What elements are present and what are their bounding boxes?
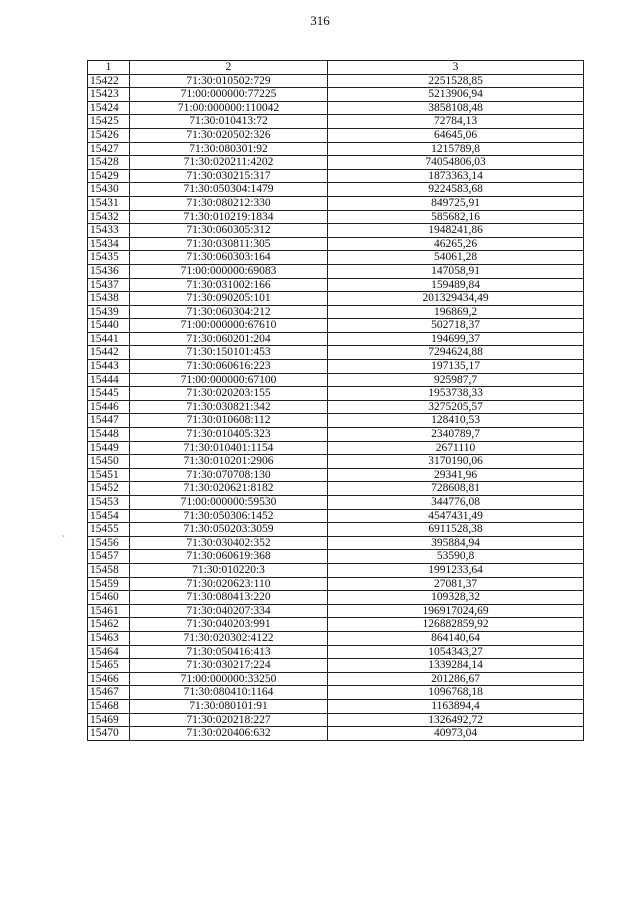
table-row: [88, 251, 584, 265]
cadastral-number-cell: 71:00:000000:77225: [130, 88, 328, 102]
table-row: [88, 183, 584, 197]
cadastral-number-cell: 71:30:060304:212: [130, 305, 328, 319]
value-cell: 1326492,72: [328, 713, 584, 727]
cadastral-number-cell: 71:30:090205:101: [130, 292, 328, 306]
table-row: [88, 686, 584, 700]
value-cell: 201329434,49: [328, 292, 584, 306]
cadastral-number-cell: 71:30:060201:204: [130, 332, 328, 346]
value-cell: 395884,94: [328, 536, 584, 550]
value-cell: 74054806,03: [328, 156, 584, 170]
value-cell: 585682,16: [328, 210, 584, 224]
value-cell: 1054343,27: [328, 645, 584, 659]
scan-mark: `: [62, 534, 65, 544]
cadastral-number-cell: 71:30:030821:342: [130, 400, 328, 414]
column-header-2: 2: [130, 61, 328, 75]
table-row: [88, 156, 584, 170]
value-cell: 201286,67: [328, 672, 584, 686]
row-number-cell: 15428: [88, 156, 130, 170]
cadastral-number-cell: 71:30:050304:1479: [130, 183, 328, 197]
cadastral-number-cell: 71:30:020623:110: [130, 577, 328, 591]
value-cell: 1339284,14: [328, 659, 584, 673]
cadastral-number-cell: 71:30:010220:3: [130, 563, 328, 577]
value-cell: 7294624,88: [328, 346, 584, 360]
cadastral-number-cell: 71:30:030215:317: [130, 169, 328, 183]
value-cell: 864140,64: [328, 631, 584, 645]
value-cell: 3275205,57: [328, 400, 584, 414]
cadastral-number-cell: 71:30:020211:4202: [130, 156, 328, 170]
cadastral-number-cell: 71:30:031002:166: [130, 278, 328, 292]
column-header-3: 3: [328, 61, 584, 75]
value-cell: 1953738,33: [328, 387, 584, 401]
row-number-cell: 15469: [88, 713, 130, 727]
row-number-cell: 15443: [88, 360, 130, 374]
value-cell: 3858108,48: [328, 101, 584, 115]
row-number-cell: 15453: [88, 496, 130, 510]
row-number-cell: 15437: [88, 278, 130, 292]
table-row: [88, 563, 584, 577]
table-row: [88, 264, 584, 278]
row-number-cell: 15463: [88, 631, 130, 645]
row-number-cell: 15456: [88, 536, 130, 550]
table-row: [88, 659, 584, 673]
value-cell: 126882859,92: [328, 618, 584, 632]
row-number-cell: 15442: [88, 346, 130, 360]
cadastral-number-cell: 71:30:020502:326: [130, 128, 328, 142]
table-row: [88, 631, 584, 645]
page-number: 316: [310, 13, 330, 28]
row-number-cell: 15433: [88, 224, 130, 238]
value-cell: 728608,81: [328, 482, 584, 496]
value-cell: 194699,37: [328, 332, 584, 346]
value-cell: 2340789,7: [328, 428, 584, 442]
value-cell: 9224583,68: [328, 183, 584, 197]
column-header-1: 1: [88, 61, 130, 75]
value-cell: 344776,08: [328, 496, 584, 510]
table-row: [88, 115, 584, 129]
table-row: [88, 88, 584, 102]
cadastral-number-cell: 71:30:080101:91: [130, 699, 328, 713]
row-number-cell: 15462: [88, 618, 130, 632]
value-cell: 196869,2: [328, 305, 584, 319]
table-row: [88, 74, 584, 88]
value-cell: 72784,13: [328, 115, 584, 129]
value-cell: 1215789,8: [328, 142, 584, 156]
row-number-cell: 15427: [88, 142, 130, 156]
row-number-cell: 15431: [88, 196, 130, 210]
cadastral-number-cell: 71:30:040203:991: [130, 618, 328, 632]
table-row: [88, 305, 584, 319]
value-cell: 1948241,86: [328, 224, 584, 238]
value-cell: 1873363,14: [328, 169, 584, 183]
table-row: [88, 604, 584, 618]
row-number-cell: 15436: [88, 264, 130, 278]
row-number-cell: 15460: [88, 591, 130, 605]
table-row: [88, 373, 584, 387]
cadastral-number-cell: 71:30:010502:729: [130, 74, 328, 88]
table-row: [88, 591, 584, 605]
row-number-cell: 15455: [88, 523, 130, 537]
table-row: [88, 414, 584, 428]
row-number-cell: 15439: [88, 305, 130, 319]
row-number-cell: 15446: [88, 400, 130, 414]
cadastral-number-cell: 71:30:030811:305: [130, 237, 328, 251]
table-row: [88, 332, 584, 346]
row-number-cell: 15467: [88, 686, 130, 700]
row-number-cell: 15426: [88, 128, 130, 142]
cadastral-number-cell: 71:00:000000:33250: [130, 672, 328, 686]
cadastral-number-cell: 71:30:040207:334: [130, 604, 328, 618]
row-number-cell: 15449: [88, 441, 130, 455]
row-number-cell: 15470: [88, 727, 130, 741]
cadastral-number-cell: 71:30:010413:72: [130, 115, 328, 129]
row-number-cell: 15464: [88, 645, 130, 659]
value-cell: 54061,28: [328, 251, 584, 265]
row-number-cell: 15445: [88, 387, 130, 401]
table-row: [88, 441, 584, 455]
table-row: [88, 128, 584, 142]
value-cell: 147058,91: [328, 264, 584, 278]
table-row: [88, 237, 584, 251]
table-row: [88, 577, 584, 591]
row-number-cell: 15435: [88, 251, 130, 265]
table-row: [88, 550, 584, 564]
table-row: [88, 468, 584, 482]
table-row: [88, 169, 584, 183]
row-number-cell: 15454: [88, 509, 130, 523]
cadastral-number-cell: 71:30:020218:227: [130, 713, 328, 727]
table-row: [88, 645, 584, 659]
table-row: [88, 496, 584, 510]
table-row: [88, 536, 584, 550]
row-number-cell: 15461: [88, 604, 130, 618]
value-cell: 109328,32: [328, 591, 584, 605]
value-cell: 1096768,18: [328, 686, 584, 700]
row-number-cell: 15450: [88, 455, 130, 469]
row-number-cell: 15425: [88, 115, 130, 129]
cadastral-number-cell: 71:30:050306:1452: [130, 509, 328, 523]
cadastral-number-cell: 71:30:050203:3059: [130, 523, 328, 537]
cadastral-number-cell: 71:30:020621:8182: [130, 482, 328, 496]
table-row: [88, 387, 584, 401]
row-number-cell: 15468: [88, 699, 130, 713]
cadastral-number-cell: 71:30:010405:323: [130, 428, 328, 442]
table-row: [88, 618, 584, 632]
value-cell: 925987,7: [328, 373, 584, 387]
cadastral-number-cell: 71:30:020406:632: [130, 727, 328, 741]
row-number-cell: 15441: [88, 332, 130, 346]
row-number-cell: 15429: [88, 169, 130, 183]
table-row: [88, 360, 584, 374]
cadastral-number-cell: 71:30:010201:2906: [130, 455, 328, 469]
value-cell: 4547431,49: [328, 509, 584, 523]
table-row: [88, 455, 584, 469]
value-cell: 2671110: [328, 441, 584, 455]
cadastral-number-cell: 71:30:060619:368: [130, 550, 328, 564]
row-number-cell: 15422: [88, 74, 130, 88]
cadastral-number-cell: 71:30:080301:92: [130, 142, 328, 156]
row-number-cell: 15424: [88, 101, 130, 115]
value-cell: 6911528,38: [328, 523, 584, 537]
value-cell: 27081,37: [328, 577, 584, 591]
table-row: [88, 278, 584, 292]
value-cell: 197135,17: [328, 360, 584, 374]
value-cell: 40973,04: [328, 727, 584, 741]
table-header-row: [88, 61, 584, 75]
row-number-cell: 15430: [88, 183, 130, 197]
cadastral-number-cell: 71:30:030402:352: [130, 536, 328, 550]
table-row: [88, 196, 584, 210]
cadastral-number-cell: 71:00:000000:59530: [130, 496, 328, 510]
value-cell: 159489,84: [328, 278, 584, 292]
row-number-cell: 15440: [88, 319, 130, 333]
value-cell: 5213906,94: [328, 88, 584, 102]
cadastral-number-cell: 71:30:010608:112: [130, 414, 328, 428]
value-cell: 2251528,85: [328, 74, 584, 88]
value-cell: 128410,53: [328, 414, 584, 428]
table-body: [88, 74, 584, 740]
row-number-cell: 15458: [88, 563, 130, 577]
value-cell: 53590,8: [328, 550, 584, 564]
table-row: [88, 101, 584, 115]
value-cell: 1163894,4: [328, 699, 584, 713]
cadastral-number-cell: 71:30:020302:4122: [130, 631, 328, 645]
row-number-cell: 15432: [88, 210, 130, 224]
row-number-cell: 15447: [88, 414, 130, 428]
value-cell: 3170190,06: [328, 455, 584, 469]
table-row: [88, 224, 584, 238]
row-number-cell: 15444: [88, 373, 130, 387]
value-cell: 502718,37: [328, 319, 584, 333]
table-row: [88, 210, 584, 224]
cadastral-number-cell: 71:00:000000:69083: [130, 264, 328, 278]
cadastral-number-cell: 71:30:060616:223: [130, 360, 328, 374]
cadastral-number-cell: 71:30:060305:312: [130, 224, 328, 238]
table-row: [88, 509, 584, 523]
value-cell: 196917024,69: [328, 604, 584, 618]
cadastral-number-cell: 71:30:060303:164: [130, 251, 328, 265]
table-row: [88, 699, 584, 713]
cadastral-number-cell: 71:30:010219:1834: [130, 210, 328, 224]
cadastral-number-cell: 71:00:000000:67610: [130, 319, 328, 333]
table-row: [88, 727, 584, 741]
row-number-cell: 15459: [88, 577, 130, 591]
table-row: [88, 319, 584, 333]
table-row: [88, 142, 584, 156]
cadastral-number-cell: 71:30:150101:453: [130, 346, 328, 360]
row-number-cell: 15466: [88, 672, 130, 686]
cadastral-number-cell: 71:30:080410:1164: [130, 686, 328, 700]
cadastral-number-cell: 71:30:050416:413: [130, 645, 328, 659]
table-row: [88, 400, 584, 414]
value-cell: 29341,96: [328, 468, 584, 482]
cadastral-number-cell: 71:30:070708:130: [130, 468, 328, 482]
value-cell: 64645,06: [328, 128, 584, 142]
table-row: [88, 713, 584, 727]
table-row: [88, 482, 584, 496]
table-row: [88, 292, 584, 306]
row-number-cell: 15434: [88, 237, 130, 251]
table-row: [88, 672, 584, 686]
value-cell: 849725,91: [328, 196, 584, 210]
cadastral-number-cell: 71:30:030217:224: [130, 659, 328, 673]
cadastral-number-cell: 71:00:000000:67100: [130, 373, 328, 387]
table-row: [88, 346, 584, 360]
cadastral-number-cell: 71:30:020203:155: [130, 387, 328, 401]
row-number-cell: 15423: [88, 88, 130, 102]
row-number-cell: 15457: [88, 550, 130, 564]
row-number-cell: 15452: [88, 482, 130, 496]
cadastral-value-table: [87, 60, 584, 741]
cadastral-number-cell: 71:00:000000:110042: [130, 101, 328, 115]
row-number-cell: 15465: [88, 659, 130, 673]
value-cell: 1991233,64: [328, 563, 584, 577]
table-row: [88, 428, 584, 442]
row-number-cell: 15448: [88, 428, 130, 442]
value-cell: 46265,26: [328, 237, 584, 251]
table-row: [88, 523, 584, 537]
cadastral-number-cell: 71:30:010401:1154: [130, 441, 328, 455]
cadastral-number-cell: 71:30:080413:220: [130, 591, 328, 605]
cadastral-number-cell: 71:30:080212:330: [130, 196, 328, 210]
row-number-cell: 15438: [88, 292, 130, 306]
row-number-cell: 15451: [88, 468, 130, 482]
